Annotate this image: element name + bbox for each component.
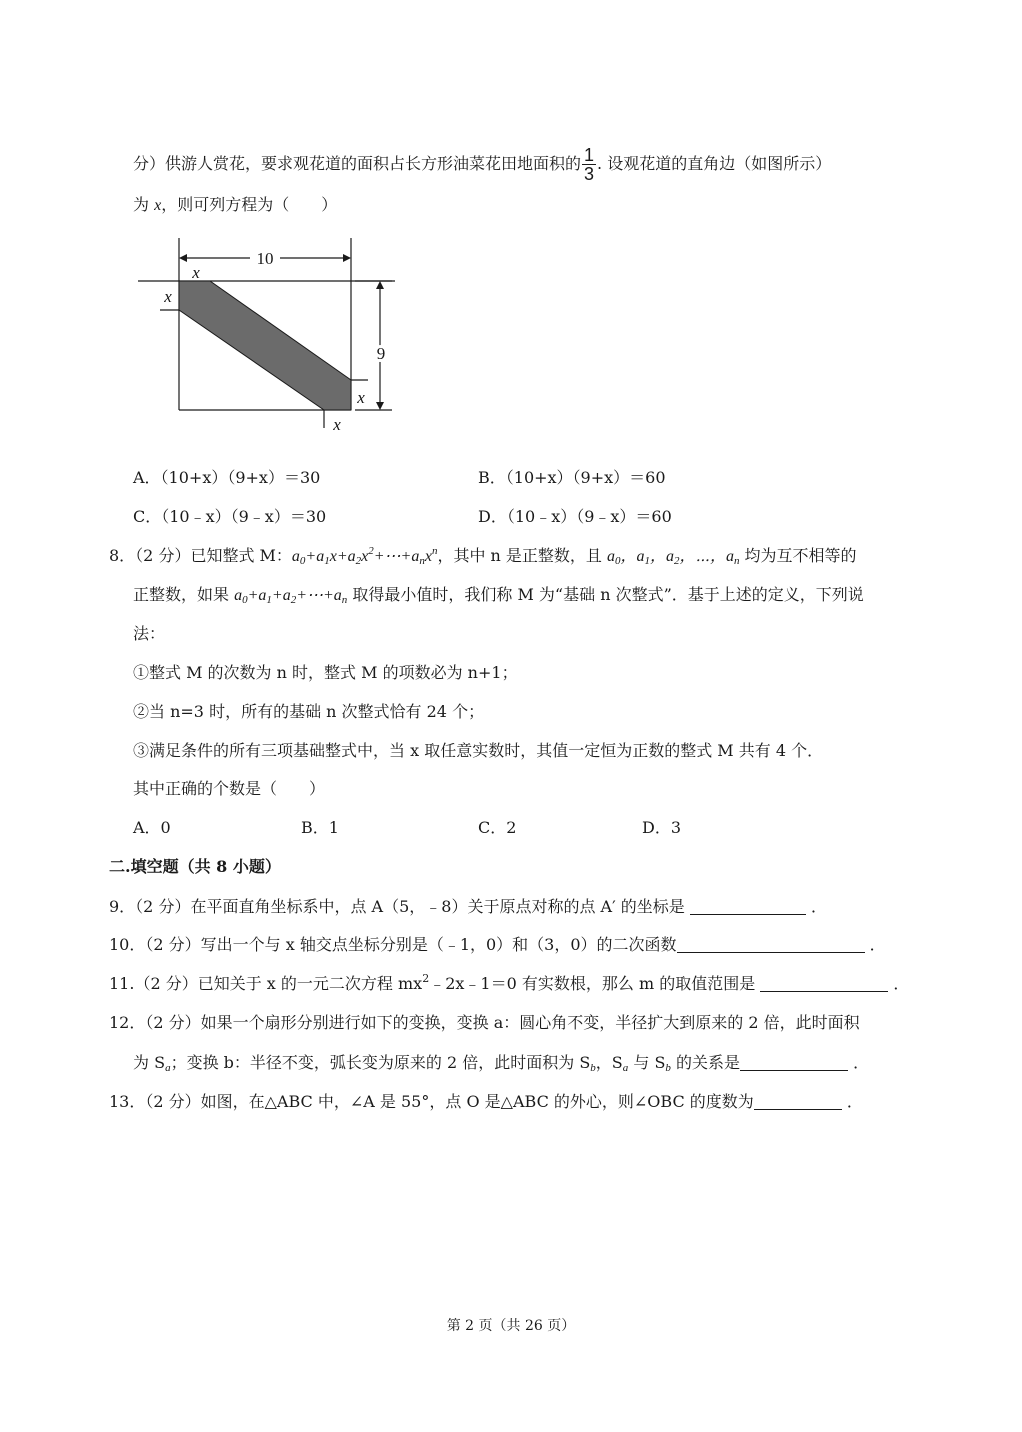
height-label-9: 9 (376, 344, 386, 363)
q12-line1: 12．（2 分）如果一个扇形分别进行如下的变换，变换 a：圆心角不变，半径扩大到原来的 2 倍，此时面积 (109, 1013, 860, 1032)
flower-path-band (179, 281, 351, 410)
q8-coefficients: $a_0$，$a_1$，$a_2$，⋯，$a_n$ (607, 548, 740, 567)
q8-statement-1: ①整式 M 的次数为 n 时，整式 M 的项数必为 n+1； (133, 663, 518, 682)
q9 (109, 896, 827, 918)
q7-line1-text-end: . 设观花道的直角边（如图所示） (597, 154, 832, 173)
q8-option-a: A．0 (133, 818, 171, 837)
q9-answer-blank[interactable] (690, 898, 806, 915)
q12-answer-blank[interactable] (740, 1054, 848, 1071)
q12-sub-c: a (622, 1062, 629, 1074)
x-label-right: x (357, 388, 365, 407)
q7-option-d: D．（10﹣x）（9﹣x）＝60 (478, 507, 672, 526)
flower-path-figure (130, 232, 400, 452)
q13 (109, 1091, 863, 1113)
q12-line2-text-e: 的关系是 (670, 1053, 740, 1072)
q8-ask: 其中正确的个数是（ ） (133, 779, 326, 798)
q12-period: ． (853, 1053, 870, 1072)
q13-period: ． (846, 1092, 863, 1111)
q11-superscript: 2 (422, 972, 430, 985)
height-arrow-top (376, 281, 384, 289)
q12-line2-text-b: ；变换 b：半径不变，弧长变为原来的 2 倍，此时面积为 S (170, 1053, 591, 1072)
q10 (109, 934, 886, 956)
q7-option-b: B．（10+x）（9+x）＝60 (478, 468, 666, 487)
q8-statement-2: ②当 n=3 时，所有的基础 n 次整式恰有 24 个； (133, 702, 485, 721)
q7-line1 (133, 144, 831, 184)
height-arrow-bottom (376, 402, 384, 410)
x-label-left: x (164, 287, 172, 306)
fraction-one-third (582, 146, 596, 183)
q10-text: 10．（2 分）写出一个与 x 轴交点坐标分别是（﹣1，0）和（3，0）的二次函数 (109, 935, 677, 954)
q8-line2 (133, 584, 864, 607)
q12-line2-text-d: 与 S (628, 1053, 666, 1072)
q11-text-mid: ﹣2x﹣1＝0 有实数根，那么 m 的取值范围是 (429, 974, 756, 993)
q8-option-b: B．1 (301, 818, 339, 837)
q8-line1-end: 均为互不相等的 (739, 546, 857, 565)
q10-period: ． (869, 935, 886, 954)
q7-variable-x: x (154, 197, 162, 214)
q12-sub-d: b (665, 1062, 671, 1074)
q11 (109, 973, 909, 995)
q7-option-a: A．（10+x）（9+x）＝30 (133, 468, 321, 487)
q7-option-c: C．（10﹣x）（9﹣x）＝30 (133, 507, 327, 526)
q9-text: 9．（2 分）在平面直角坐标系中，点 A（5，﹣8）关于原点对称的点 A′ 的坐标是 (109, 897, 685, 916)
q8-option-c: C．2 (478, 818, 517, 837)
q8-option-d: D．3 (642, 818, 682, 837)
q8-line1-mid: ，其中 n 是正整数，且 (437, 546, 608, 565)
q9-period: ． (811, 897, 828, 916)
q8-statement-3: ③满足条件的所有三项基础整式中，当 x 取任意实数时，其值一定恒为正数的整式 M 共有 4 个． (133, 741, 824, 760)
q10-answer-blank[interactable] (677, 936, 865, 953)
q8-line3: 法： (133, 624, 166, 643)
q8-coefficient-sum: $a_0+a_1+a_2+\cdots+a_n$ (234, 587, 348, 606)
width-arrow-right (343, 254, 351, 262)
q8-polynomial: $a_0+a_1x+a_2x^2+\cdots+a_nx^n$ (291, 545, 438, 567)
q7-line2 (133, 194, 337, 217)
q8-line1 (109, 545, 857, 568)
q11-period: ． (893, 974, 910, 993)
x-label-top: x (192, 263, 200, 282)
page-footer: 第 2 页（共 26 页） (446, 1318, 576, 1334)
q7-line1-text: 分）供游人赏花，要求观花道的面积占长方形油菜花田地面积的 (133, 154, 582, 173)
q11-answer-blank[interactable] (760, 975, 888, 992)
q8-line1-text: 8．（2 分）已知整式 M： (109, 546, 292, 565)
width-label-10: 10 (256, 249, 274, 268)
q13-text: 13．（2 分）如图，在△ABC 中，∠A 是 55°，点 O 是△ABC 的外心，则∠OBC 的度数为 (109, 1092, 754, 1111)
q11-text: 11.（2 分）已知关于 x 的一元二次方程 mx (109, 974, 423, 993)
fraction-numerator: 1 (584, 145, 595, 165)
section-title-fill-in: 二.填空题（共 8 小题） (109, 857, 281, 876)
q12-line2 (133, 1052, 869, 1074)
q13-answer-blank[interactable] (754, 1093, 842, 1110)
q7-line2-text: 为 (133, 195, 155, 214)
q12-sub-a: a (165, 1062, 171, 1074)
width-arrow-left (179, 254, 187, 262)
q8-line2-text: 正整数，如果 (133, 585, 235, 604)
x-label-bottom: x (333, 415, 341, 434)
q8-line2-end: 取得最小值时，我们称 M 为“基础 n 次整式”．基于上述的定义，下列说 (347, 585, 864, 604)
q12-line2-text: 为 S (133, 1053, 166, 1072)
q7-line2-text-end: ，则可列方程为（ ） (161, 195, 338, 214)
fraction-denominator: 3 (584, 164, 595, 184)
q12-sub-b: b (590, 1062, 596, 1074)
q12-line2-text-c: ，S (595, 1053, 623, 1072)
